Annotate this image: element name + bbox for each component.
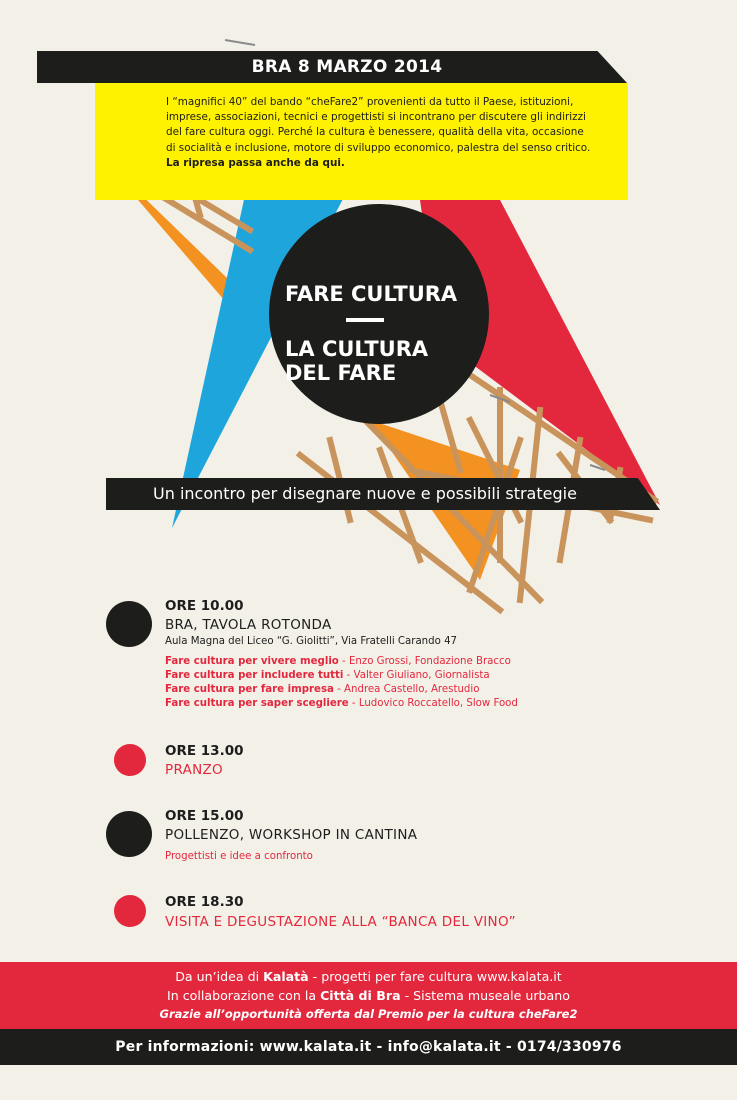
event-location: Aula Magna del Liceo “G. Giolitti”, Via Fratelli Carando 47 (165, 636, 458, 647)
title-line-2 (285, 337, 475, 385)
intro-line: di socialità e inclusione, motore di sviluppo economico, palestra del senso critico. (166, 141, 591, 154)
talk-item: Fare cultura per saper scegliere - Ludovico Roccatello, Slow Food (165, 698, 518, 709)
intro-text (166, 95, 616, 171)
talk-item: Fare cultura per fare impresa - Andrea Castello, Arestudio (165, 684, 480, 695)
intro-line: del fare cultura oggi. Perché la cultura è benessere, qualità della vita, occasione (166, 126, 584, 139)
title-line-2b: DEL FARE (285, 361, 397, 385)
footer-line-1: Da un’idea di Kalatà - progetti per fare cultura www.kalata.it (175, 969, 562, 984)
footer-line-3: Grazie all’opportunità offerta dal Premio per la cultura cheFare2 (159, 1007, 578, 1021)
schedule-dot-red (114, 744, 146, 776)
event-time: ORE 18.30 (165, 894, 244, 910)
schedule-dot-red (114, 895, 146, 927)
event-time: ORE 13.00 (165, 743, 244, 759)
event-note: Progettisti e idee a confronto (165, 851, 313, 862)
event-time: ORE 10.00 (165, 598, 244, 614)
intro-line: I “magnifici 40” del bando “cheFare2” provenienti da tutto il Paese, istituzioni, (166, 96, 574, 108)
event-title: PRANZO (165, 762, 223, 778)
talk-item: Fare cultura per includere tutti - Valter Giuliano, Giornalista (165, 670, 490, 681)
talk-list (165, 655, 518, 711)
event-time: ORE 15.00 (165, 808, 244, 824)
schedule-dot-black (106, 601, 152, 647)
title-line-2a: LA CULTURA (285, 337, 429, 361)
contact-info: Per informazioni: www.kalata.it - info@kalata.it - 0174/330976 (115, 1039, 622, 1055)
event-title: POLLENZO, WORKSHOP IN CANTINA (165, 827, 418, 843)
title-circle (269, 204, 489, 424)
schedule-dot-black (106, 811, 152, 857)
footer-line-2: In collaborazione con la Città di Bra - Sistema museale urbano (167, 988, 570, 1003)
title-line-1: FARE CULTURA (285, 282, 458, 306)
event-title: BRA, TAVOLA ROTONDA (165, 617, 332, 633)
intro-line: imprese, associazioni, tecnici e progettisti si incontrano per discutere gli indirizzi (166, 111, 586, 124)
event-title: VISITA E DEGUSTAZIONE ALLA “BANCA DEL VINO” (165, 914, 516, 930)
title-divider (346, 318, 384, 322)
event-date: BRA 8 MARZO 2014 (251, 57, 443, 77)
intro-bold-line: La ripresa passa anche da qui. (166, 156, 345, 169)
subtitle: Un incontro per disegnare nuove e possibili strategie (153, 484, 577, 503)
talk-item: Fare cultura per vivere meglio - Enzo Grossi, Fondazione Bracco (165, 656, 511, 667)
